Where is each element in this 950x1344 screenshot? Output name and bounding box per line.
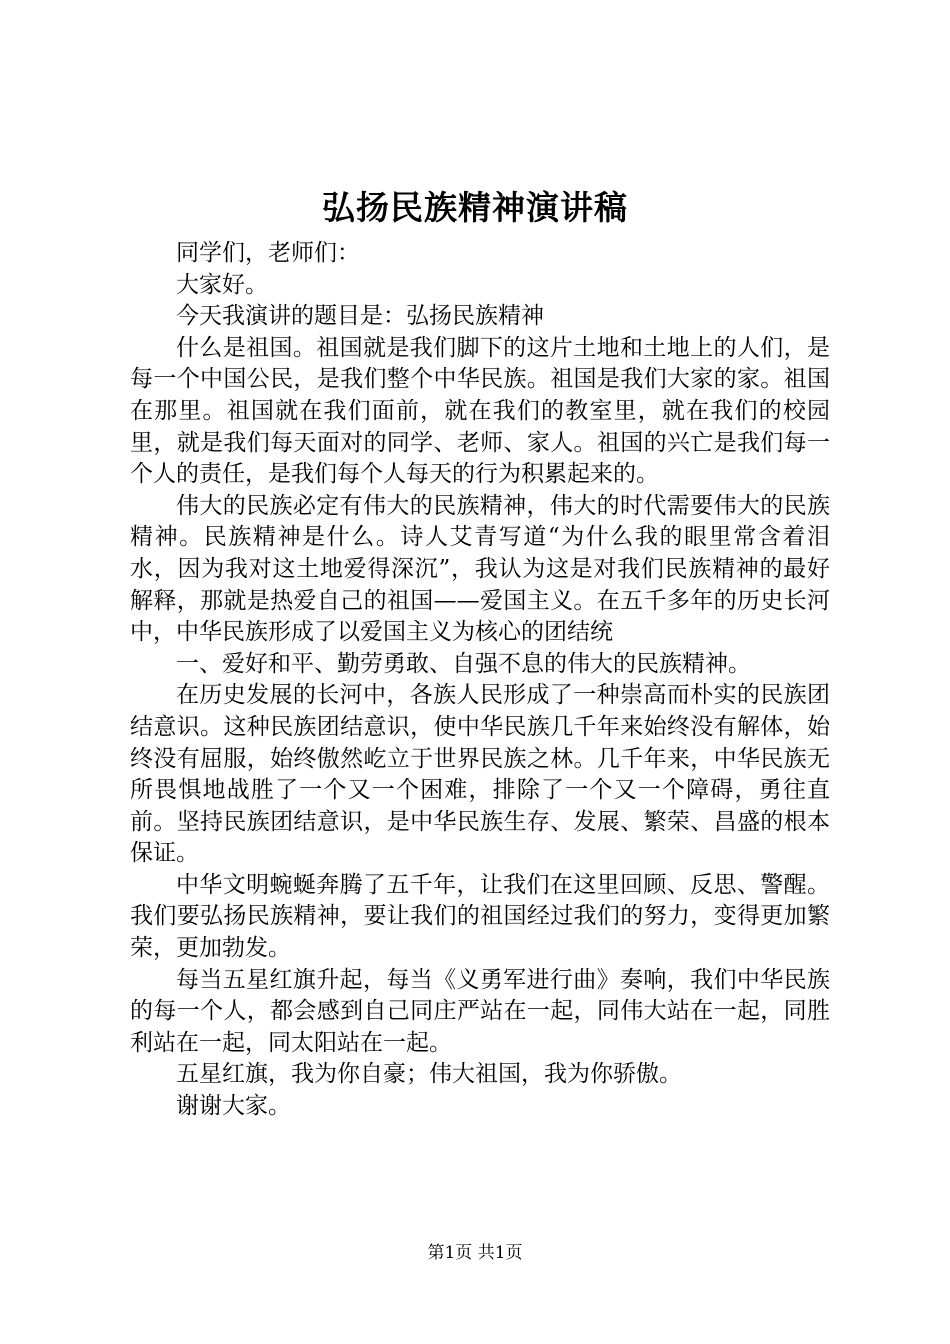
topic-paragraph: 今天我演讲的题目是：弘扬民族精神 — [176, 303, 544, 330]
body-paragraph: 在历史发展的长河中，各族人民形成了一种崇高而朴实的民族团结意识。这种民族团结意识，使中华民族几千年来始终没有解体，始终没有屈服，始终傲然屹立于世界民族之林。几千年来，中华民族无所畏惧地战胜了一个又一个困难，排除了一个又一个障碍，勇往直前。坚持民族团结意识，是中华民族生存、发展、繁荣、昌盛的根本保证。 — [130, 682, 830, 867]
thanks-paragraph: 谢谢大家。 — [176, 1093, 291, 1120]
greeting-paragraph: 大家好。 — [176, 271, 268, 298]
salutation-paragraph: 同学们，老师们： — [176, 240, 360, 266]
closing-paragraph: 五星红旗，我为你自豪；伟大祖国，我为你骄傲。 — [176, 1061, 682, 1088]
document-body — [130, 238, 830, 1123]
body-paragraph: 伟大的民族必定有伟大的民族精神，伟大的时代需要伟大的民族精神。民族精神是什么。诗人艾青写道“为什么我的眼里常含着泪水，因为我对这土地爱得深沉”，我认为这是对我们民族精神的最好解释，那就是热爱自己的祖国——爱国主义。在五千多年的历史长河中，中华民族形成了以爱国主义为核心的团结统 — [130, 492, 830, 646]
document-title: 弘扬民族精神演讲稿 — [322, 188, 628, 227]
body-paragraph: 一、爱好和平、勤劳勇敢、自强不息的伟大的民族精神。 — [176, 650, 751, 677]
page-number-footer: 第1页 共1页 — [427, 1243, 523, 1263]
body-paragraph: 什么是祖国。祖国就是我们脚下的这片土地和土地上的人们，是每一个中国公民，是我们整个中华民族。祖国是我们大家的家。祖国在那里。祖国就在我们面前，就在我们的教室里，就在我们的校园里，就是我们每天面对的同学、老师、家人。祖国的兴亡是我们每一个人的责任，是我们每个人每天的行为积累起来的。 — [130, 334, 830, 488]
body-paragraph: 中华文明蜿蜒奔腾了五千年，让我们在这里回顾、反思、警醒。我们要弘扬民族精神，要让我们的祖国经过我们的努力，变得更加繁荣，更加勃发。 — [130, 871, 830, 962]
body-paragraph: 每当五星红旗升起，每当《义勇军进行曲》奏响，我们中华民族的每一个人，都会感到自己同庄严站在一起，同伟大站在一起，同胜利站在一起，同太阳站在一起。 — [130, 966, 830, 1056]
